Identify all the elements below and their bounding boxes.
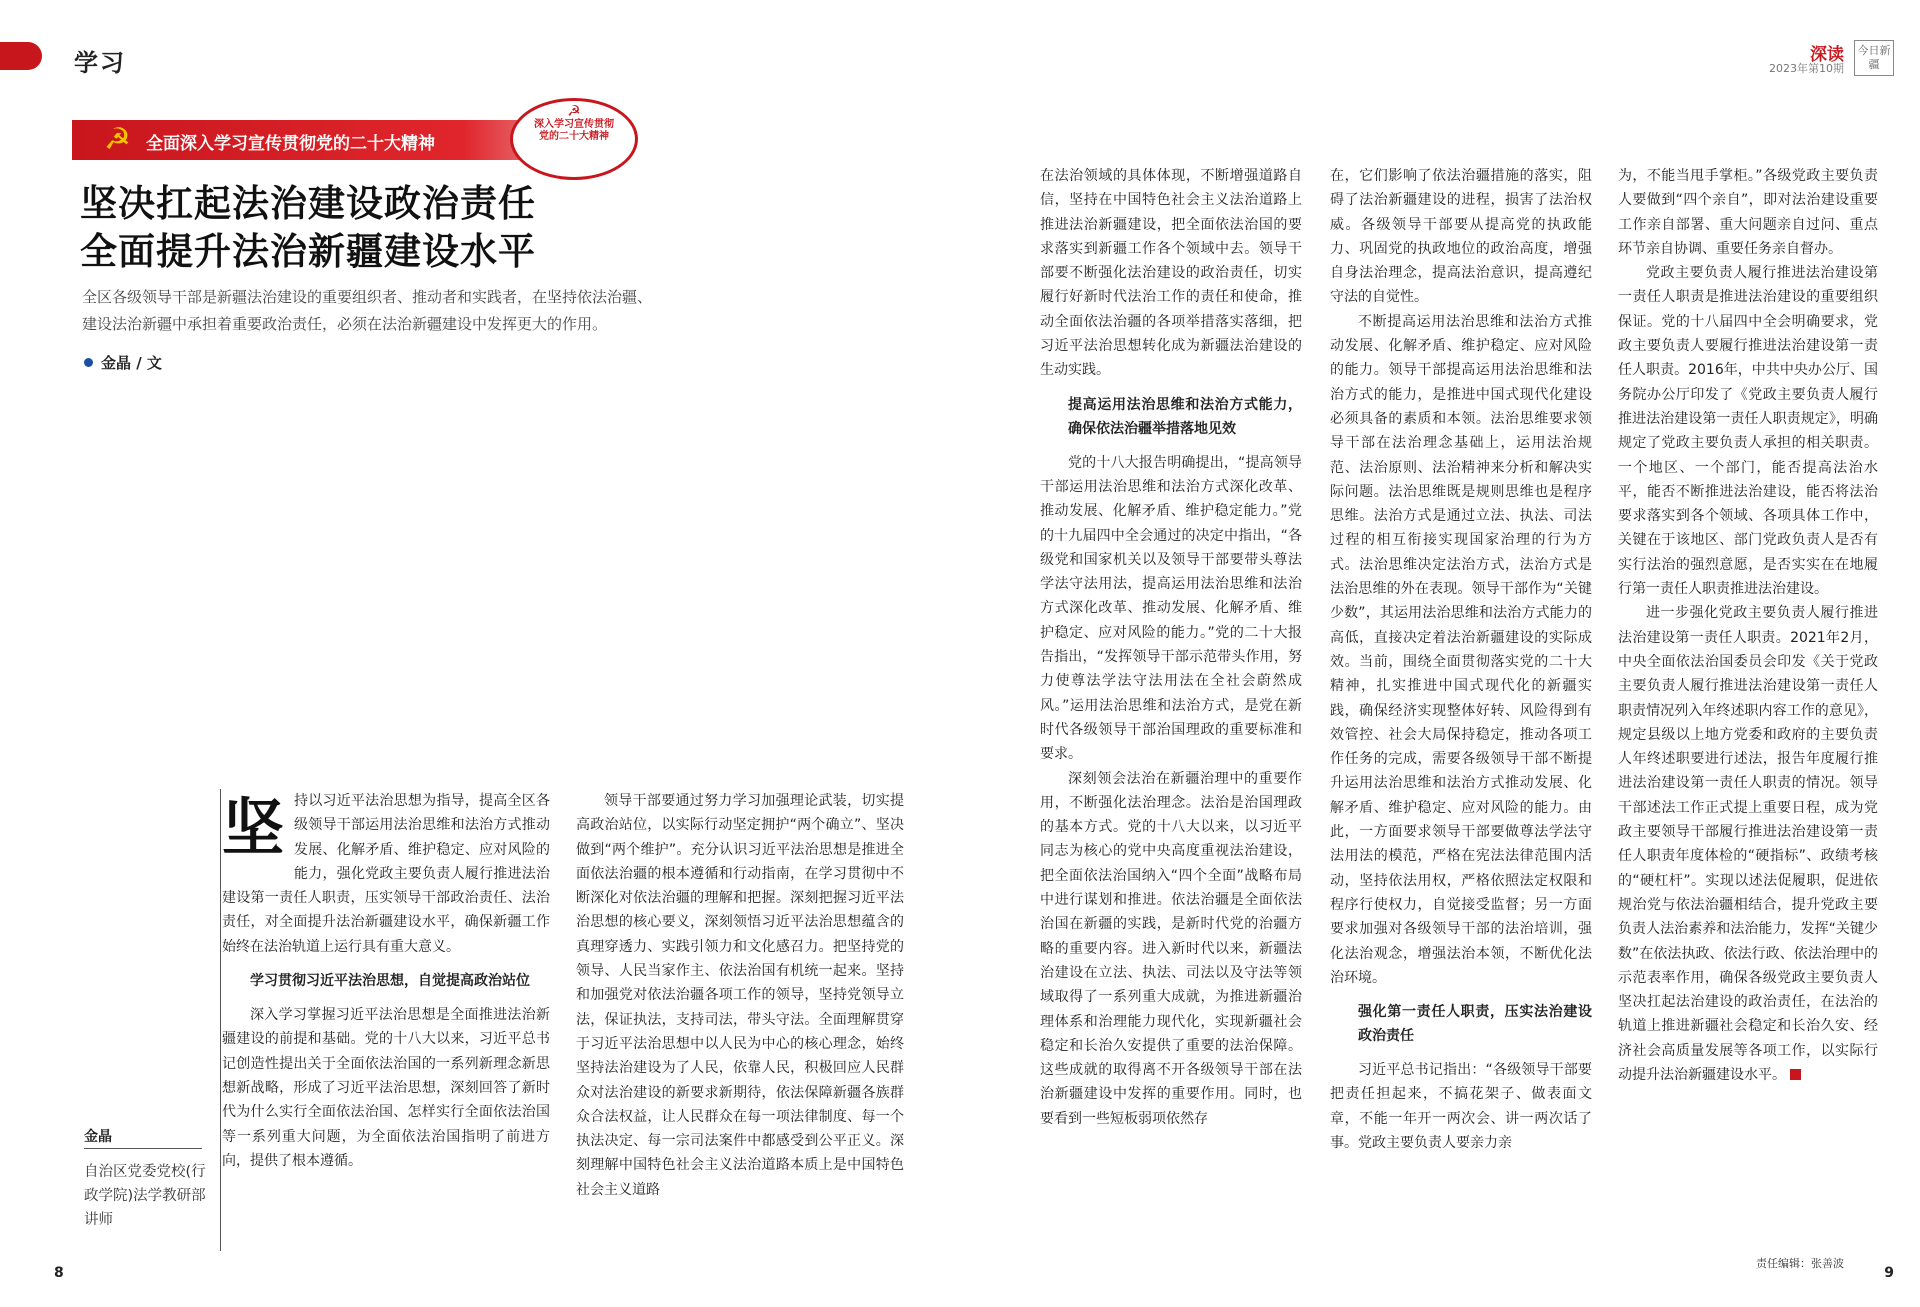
body-paragraph: 不断提高运用法治思维和法治方式推动发展、化解矛盾、维护稳定、应对风险的能力。领导干部提高运用法治思维和法治方式的能力，是推进中国式现代化建设必须具备的素质和本领。法治思维要求领导干部在法治理念基础上，运用法治规范、法治原则、法治精神来分析和解决实际问题。法治思维既是规则思维也是程序思维。法治方式是通过立法、执法、司法过程的相互衔接实现国家治理的行为方式。法治思维决定法治方式，法治方式是法治思维的外在表现。领导干部作为“关键少数”，其运用法治思维和法治方式能力的高低，直接决定着法治新疆建设的实际成效。当前，围绕全面贯彻落实党的二十大精神，扎实推进中国式现代化的新疆实践，确保经济实现整体好转、风险得到有效管控、社会大局保持稳定，推动各项工作任务的完成，需要各级领导干部不断提升运用法治思维和法治方式推动发展、化解矛盾、维护稳定、应对风险的能力。由此，一方面要求领导干部要做尊法学法守法用法的模范，严格在宪法法律范围内活动，坚持依法用权，严格依照法定权限和程序行使权力，自觉接受监督；另一方面要求加强对各级领导干部的法治培训，强化法治观念，增强法治本领，不断优化法治环境。	[1330, 313, 1592, 986]
body-column-1	[222, 789, 550, 1173]
author-card-name: 金晶	[84, 1129, 112, 1145]
page-number-left: 8	[54, 1265, 64, 1281]
body-column-5	[1618, 164, 1878, 1087]
section-title: 学习	[74, 49, 126, 77]
body-paragraph: 在，它们影响了依法治疆措施的落实，阻碍了法治新疆建设的进程，损害了法治权威。各级领导干部要从提高党的执政能力、巩固党的执政地位的政治高度，增强自身法治理念，提高法治意识，提高遵纪守法的自觉性。	[1330, 168, 1592, 306]
byline-text: 金晶 / 文	[101, 354, 162, 372]
author-card-rule	[84, 1148, 202, 1149]
body-paragraph: 党的十八大报告明确提出，“提高领导干部运用法治思维和法治方式深化改革、推动发展、化解矛盾、维护稳定能力。”党的十九届四中全会通过的决定中指出，“各级党和国家机关以及领导干部要带头尊法学法守法用法，提高运用法治思维和法治方式深化改革、推动发展、化解矛盾、维护稳定、应对风险的能力。”党的二十大报告指出，“发挥领导干部示范带头作用，努力使尊法学法守法用法在全社会蔚然成风。”运用法治思维和法治方式，是党在新时代各级领导干部治国理政的重要标准和要求。	[1040, 454, 1302, 763]
bullet-dot-icon	[84, 358, 93, 367]
subheading: 强化第一责任人职责，压实法治建设政治责任	[1358, 1004, 1592, 1045]
body-paragraph: 坚持以习近平法治思想为指导，提高全区各级领导干部运用法治思维和法治方式推动发展、化解矛盾、维护稳定、应对风险的能力，强化党政主要负责人履行推进法治建设第一责任人职责，压实领导干部政治责任、法治责任，对全面提升法治新疆建设水平，确保新疆工作始终在法治轨道上运行具有重大意义。	[222, 791, 550, 955]
byline	[84, 352, 162, 373]
article-lead: 全区各级领导干部是新疆法治建设的重要组织者、推动者和实践者，在坚持依法治疆、建设法治新疆中承担着重要政治责任，必须在法治新疆建设中发挥更大的作用。	[82, 288, 653, 333]
badge-emblem-icon: ☭	[567, 102, 581, 120]
body-paragraph: 进一步强化党政主要负责人履行推进法治建设第一责任人职责。2021年2月，中央全面依法治国委员会印发《关于党政主要负责人履行推进法治建设第一责任人职责情况列入年终述职内容工作的意见》，规定县级以上地方党委和政府的主要负责人年终述职要进行述法，报告年度履行推进法治建设第一责任人职责的情况。领导干部述法工作正式提上重要日程，成为党政主要领导干部履行推进法治建设第一责任人职责年度体检的“硬指标”、政绩考核的“硬杠杆”。实现以述法促履职，促进依规治党与依法治疆相结合，提升党政主要负责人法治素养和法治能力，发挥“关键少数”在依法执政、依法行政、依法治理中的示范表率作用，确保各级党政主要负责人坚决扛起法治建设的政治责任，在法治的轨道上推进新疆社会稳定和长治久安、经济社会高质量发展等各项工作，以实际行动提升法治新疆建设水平。	[1618, 605, 1878, 1083]
drop-cap: 坚	[222, 791, 285, 864]
subheading: 提高运用法治思维和法治方式能力，确保依法治疆举措落地见效	[1068, 396, 1302, 437]
body-paragraph: 习近平总书记指出：“各级领导干部要把责任担起来，不搞花架子、做表面文章，不能一年开一两次会、讲一两次话了事。党政主要负责人要亲力亲	[1330, 1062, 1592, 1151]
brand-box: 今日新疆	[1854, 40, 1894, 76]
body-paragraph: 党政主要负责人履行推进法治建设第一责任人职责是推进法治建设的重要组织保证。党的十八届四中全会明确要求，党政主要负责人要履行推进法治建设第一责任人职责。2016年，中共中央办公厅、国务院办公厅印发了《党政主要负责人履行推进法治建设第一责任人职责规定》，明确规定了党政主要负责人承担的相关职责。一个地区、一个部门，能否提高法治水平，能否不断推进法治建设，能否将法治要求落实到各个领域、各项具体工作中，关键在于该地区、部门党政负责人是否有实行法治的强烈意愿，是否实实在在地履行第一责任人职责推进法治建设。	[1618, 265, 1878, 598]
issue-label: 2023年第10期	[1769, 62, 1844, 75]
body-paragraph: 在法治领域的具体体现，不断增强道路自信，坚持在中国特色社会主义法治道路上推进法治新疆建设，把全面依法治国的要求落实到新疆工作各个领域中去。领导干部要不断强化法治建设的政治责任，切实履行好新时代法治工作的责任和使命，推动全面依法治疆的各项举措落实落细，把习近平法治思想转化成为新疆法治建设的生动实践。	[1040, 168, 1302, 379]
topic-badge	[510, 98, 638, 180]
author-card-desc: 自治区党委党校(行政学院)法学教研部讲师	[84, 1164, 206, 1228]
party-emblem-icon: ☭	[104, 122, 131, 157]
title-line-2: 全面提升法治新疆建设水平	[80, 230, 536, 273]
banner-text: 全面深入学习宣传贯彻党的二十大精神	[146, 134, 435, 154]
body-paragraph: 深刻领会法治在新疆治理中的重要作用，不断强化法治理念。法治是治国理政的基本方式。党的十八大以来，以习近平同志为核心的党中央高度重视法治建设，把全面依法治国纳入“四个全面”战略布局中进行谋划和推进。依法治疆是全面依法治国在新疆的实践，是新时代党的治疆方略的重要内容。进入新时代以来，新疆法治建设在立法、执法、司法以及守法等领域取得了一系列重大成就，为推进新疆治理体系和治理能力现代化，实现新疆社会稳定和长治久安提供了重要的法治保障。这些成就的取得离不开各级领导干部在法治新疆建设中发挥的重要作用。同时，也要看到一些短板弱项依然存	[1040, 770, 1302, 1127]
body-column-4	[1330, 164, 1592, 1155]
section-tab-marker	[0, 42, 42, 70]
badge-line2: 党的二十大精神	[539, 131, 609, 142]
brand-name: 深读	[1810, 45, 1844, 65]
responsible-editor: 责任编辑：张善波	[1756, 1257, 1844, 1270]
body-paragraph: 领导干部要通过努力学习加强理论武装，切实提高政治站位，以实际行动坚定拥护“两个确立”、坚决做到“两个维护”。充分认识习近平法治思想是推进全面依法治疆的根本遵循和行动指南，在学习贯彻中不断深化对依法治疆的理解和把握。深刻把握习近平法治思想的核心要义，深刻领悟习近平法治思想蕴含的真理穿透力、实践引领力和文化感召力。把坚持党的领导、人民当家作主、依法治国有机统一起来。坚持和加强党对依法治疆各项工作的领导，坚持党领导立法，保证执法，支持司法，带头守法。全面理解贯穿于习近平法治思想中以人民为中心的核心理念，始终坚持法治建设为了人民，依靠人民，积极回应人民群众对法治建设的新要求新期待，依法保障新疆各族群众合法权益，让人民群众在每一项法律制度、每一个执法决定、每一宗司法案件中都感受到公平正义。深刻理解中国特色社会主义法治道路本质上是中国特色社会主义道路	[576, 793, 904, 1198]
page-number-right: 9	[1884, 1265, 1894, 1281]
body-paragraph: 深入学习掌握习近平法治思想是全面推进法治新疆建设的前提和基础。党的十八大以来，习近平总书记创造性提出关于全面依法治国的一系列新理念新思想新战略，形成了习近平法治思想，深刻回答了新时代为什么实行全面依法治国、怎样实行全面依法治国等一系列重大问题，为全面依法治国指明了前进方向，提供了根本遵循。	[222, 1007, 550, 1169]
body-column-2	[576, 789, 904, 1202]
body-paragraph: 为，不能当甩手掌柜。”各级党政主要负责人要做到“四个亲自”，即对法治建设重要工作亲自部署、重大问题亲自过问、重点环节亲自协调、重要任务亲自督办。	[1618, 168, 1878, 257]
title-line-1: 坚决扛起法治建设政治责任	[80, 182, 536, 225]
end-mark-icon	[1790, 1069, 1801, 1080]
body-column-3	[1040, 164, 1302, 1131]
article-title	[80, 180, 536, 276]
badge-line1: 深入学习宣传贯彻	[534, 119, 614, 130]
subheading: 学习贯彻习近平法治思想，自觉提高政治站位	[250, 973, 530, 990]
column-divider	[220, 789, 221, 1251]
